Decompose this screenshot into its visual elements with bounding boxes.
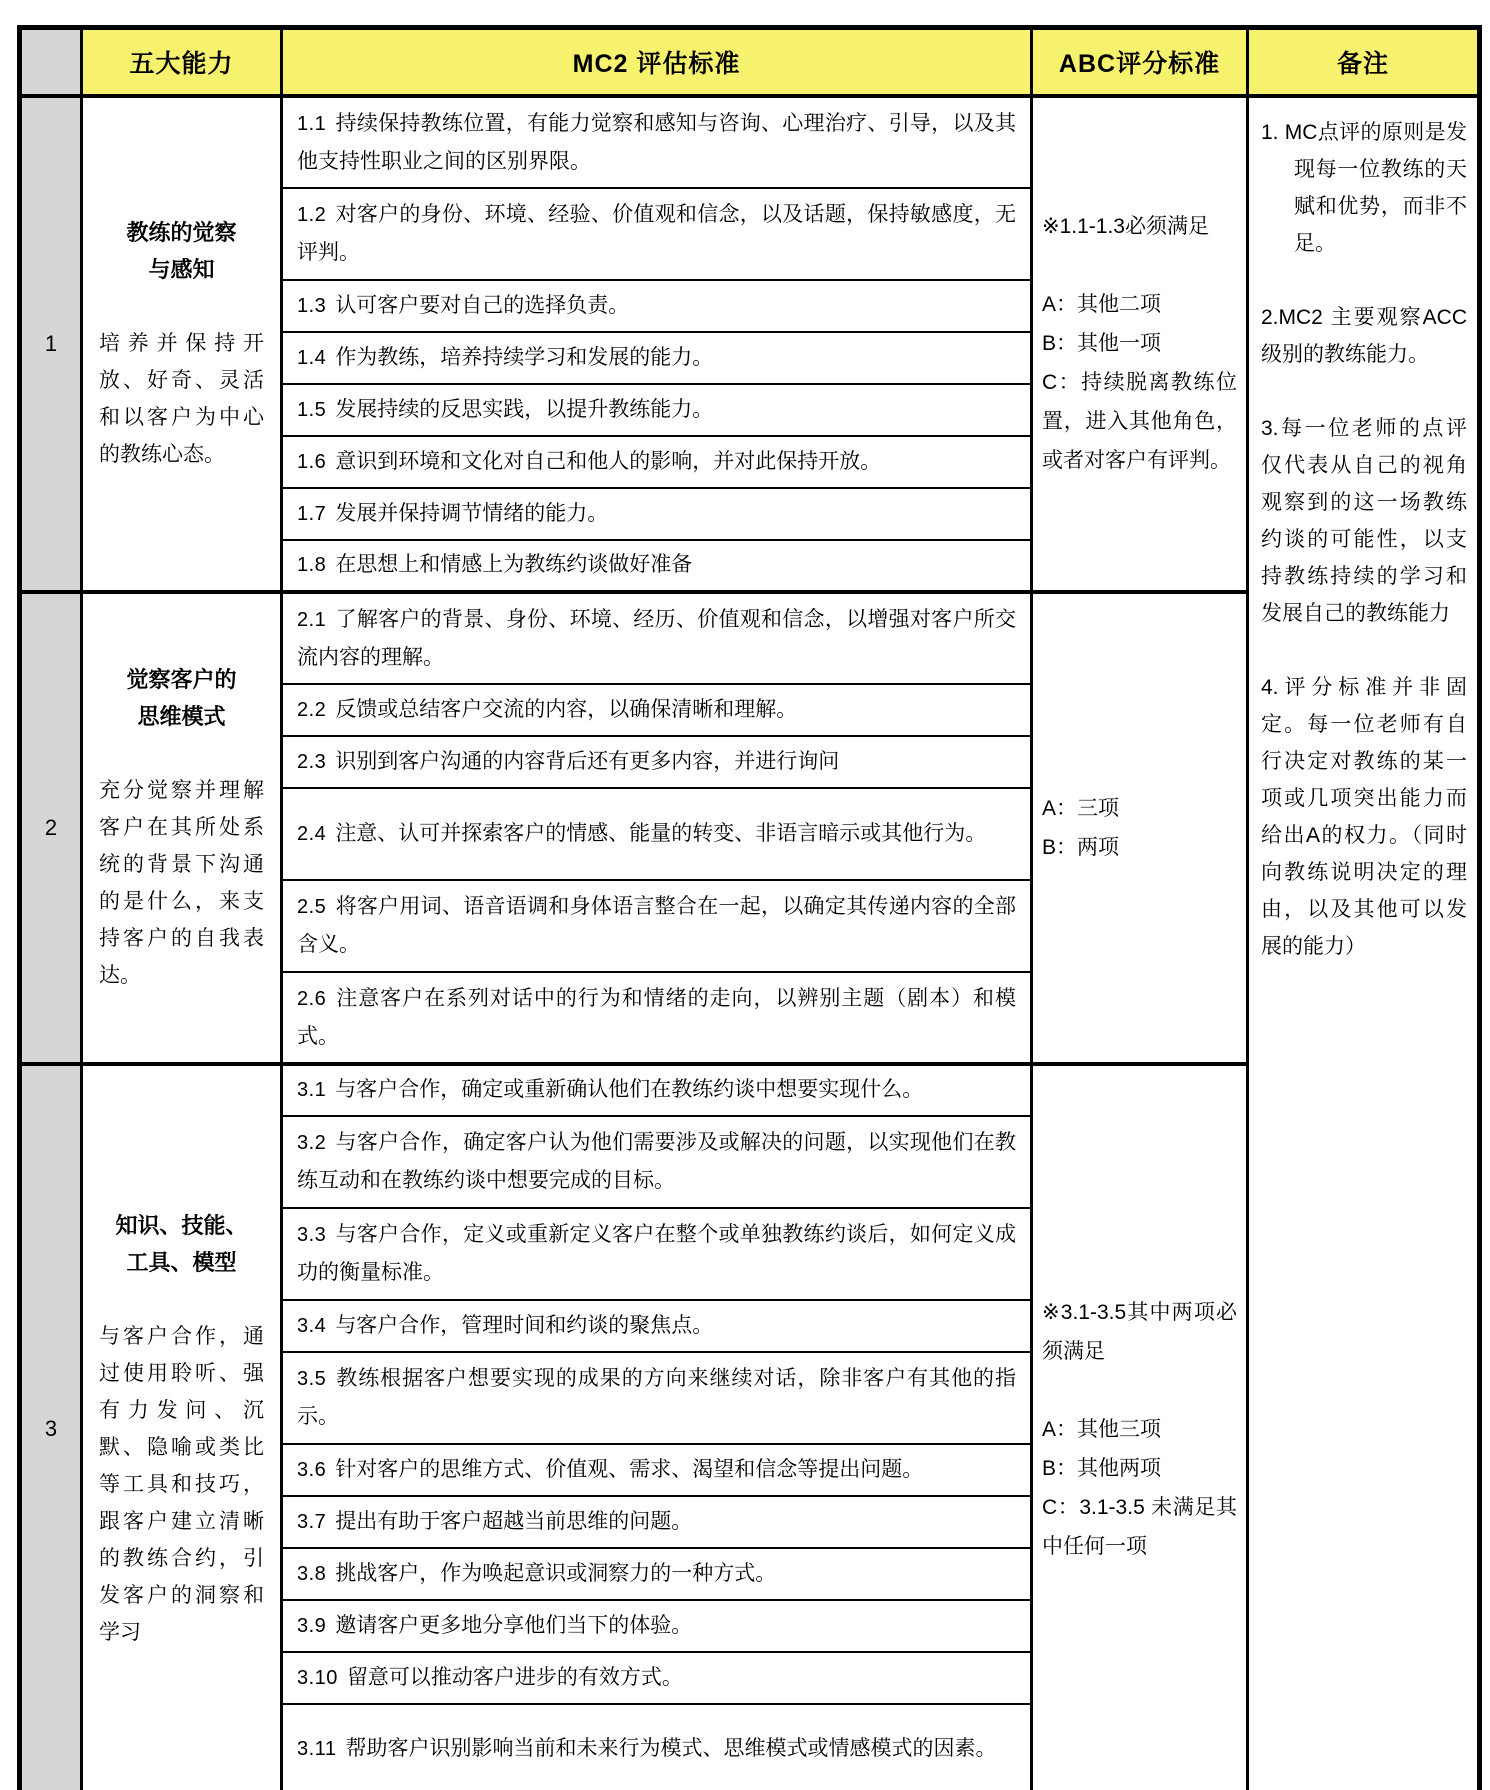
ability-title-line: 思维模式: [137, 704, 226, 729]
section-number-cell: 2: [20, 592, 82, 1064]
ability-title-line: 教练的觉察: [126, 220, 237, 245]
ability-title-line: 工具、模型: [126, 1250, 237, 1276]
criterion-id: 2.4: [297, 822, 327, 845]
criterion-cell: [282, 880, 1032, 972]
criterion-id: 1.8: [297, 554, 327, 576]
scoring-cell: [1032, 96, 1248, 592]
scoring-item: B：两项: [1042, 835, 1120, 859]
criterion-id: 3.8: [297, 1562, 327, 1585]
criterion-cell: [282, 1116, 1032, 1208]
criterion-cell: [282, 972, 1032, 1064]
ability-title-line: 觉察客户的: [126, 667, 237, 692]
ability-cell: [82, 96, 282, 592]
evaluation-table: [17, 25, 1482, 1790]
section-number-cell: 1: [20, 96, 82, 592]
criterion-id: 3.4: [297, 1314, 327, 1337]
scoring-cell: [1032, 592, 1248, 1064]
criterion-cell: [282, 280, 1032, 332]
criterion-text: 帮助客户识别影响当前和未来行为模式、思维模式或情感模式的因素。: [345, 1736, 997, 1760]
criterion-cell: [282, 188, 1032, 280]
criterion-text: 与客户合作，定义或重新定义客户在整个或单独教练约谈后，如何定义成功的衡量标准。: [297, 1223, 1016, 1284]
criterion-cell: [282, 1208, 1032, 1300]
criterion-text: 认可客户要对自己的选择负责。: [335, 293, 630, 317]
scoring-item: A：三项: [1042, 796, 1120, 820]
ability-cell: [82, 592, 282, 1064]
criterion-id: 3.3: [297, 1224, 327, 1246]
criterion-cell: [282, 1064, 1032, 1116]
criterion-text: 教练根据客户想要实现的成果的方向来继续对话，除非客户有其他的指示。: [297, 1367, 1016, 1428]
criterion-id: 1.4: [297, 346, 327, 369]
criterion-cell: [282, 1496, 1032, 1548]
criterion-id: 1.3: [297, 294, 327, 317]
criterion-id: 3.6: [297, 1458, 327, 1481]
note-item: 4.评分标准并非固定。每一位老师有自行决定对教练的某一项或几项突出能力而给出A的权力。（同时向教练说明决定的理由，以及其他可以发展的能力）: [1261, 675, 1467, 958]
criterion-text: 注意客户在系列对话中的行为和情绪的走向，以辨别主题（剧本）和模式。: [297, 986, 1016, 1048]
table-header: [20, 28, 1480, 96]
criterion-cell: [282, 488, 1032, 540]
ability-description: 充分觉察并理解客户在其所处系统的背景下沟通的是什么，来支持客户的自我表达。: [99, 779, 264, 987]
criterion-id: 2.1: [297, 608, 327, 631]
criterion-cell: [282, 1652, 1032, 1704]
criterion-cell: [282, 384, 1032, 436]
criterion-text: 针对客户的思维方式、价值观、需求、渴望和信念等提出问题。: [335, 1457, 924, 1481]
criterion-cell: [282, 540, 1032, 592]
criterion-text: 了解客户的背景、身份、环境、经历、价值观和信念，以增强对客户所交流内容的理解。: [297, 607, 1016, 669]
scoring-item: B：其他一项: [1042, 332, 1162, 355]
criterion-cell: [282, 788, 1032, 880]
scoring-note: ※3.1-3.5其中两项必须满足: [1042, 1300, 1237, 1363]
criterion-cell: [282, 1600, 1032, 1652]
note-item: 3.每一位老师的点评仅代表从自己的视角观察到的这一场教练约谈的可能性，以支持教练持续的学习和发展自己的教练能力: [1261, 416, 1467, 625]
criterion-cell: [282, 1352, 1032, 1444]
criterion-cell: [282, 1704, 1032, 1790]
criterion-text: 持续保持教练位置，有能力觉察和感知与咨询、心理治疗、引导，以及其他支持性职业之间的区别界限。: [297, 111, 1016, 173]
criterion-cell: [282, 1444, 1032, 1496]
criterion-text: 反馈或总结客户交流的内容，以确保清晰和理解。: [335, 697, 798, 721]
header-index-cell: [20, 28, 82, 96]
scoring-item: C：持续脱离教练位置，进入其他角色，或者对客户有评判。: [1042, 371, 1237, 472]
criterion-id: 3.2: [297, 1132, 327, 1154]
criterion-text: 意识到环境和文化对自己和他人的影响，并对此保持开放。: [335, 449, 882, 473]
criterion-id: 2.6: [297, 987, 327, 1010]
criterion-text: 邀请客户更多地分享他们当下的体验。: [335, 1613, 693, 1637]
criterion-cell: [282, 1548, 1032, 1600]
criterion-cell: [282, 1300, 1032, 1352]
criterion-text: 作为教练，培养持续学习和发展的能力。: [335, 345, 714, 369]
criterion-text: 识别到客户沟通的内容背后还有更多内容，并进行询问: [335, 749, 840, 773]
criterion-text: 发展并保持调节情绪的能力。: [335, 501, 609, 525]
note-item: 2.MC2 主要观察ACC级别的教练能力。: [1261, 305, 1467, 366]
ability-title: [99, 661, 264, 735]
scoring-item: B：其他两项: [1042, 1456, 1162, 1480]
header-notes: 备注: [1248, 28, 1480, 96]
criterion-id: 1.1: [297, 112, 327, 135]
criterion-cell: [282, 736, 1032, 788]
criterion-text: 对客户的身份、环境、经验、价值观和信念，以及话题，保持敏感度，无评判。: [297, 203, 1016, 264]
scoring-note: ※1.1-1.3必须满足: [1042, 215, 1209, 238]
scoring-item: C：3.1-3.5 未满足其中任何一项: [1042, 1495, 1237, 1558]
criterion-text: 在思想上和情感上为教练约谈做好准备: [335, 553, 693, 576]
ability-title: [99, 214, 264, 288]
note-item: 1. MC点评的原则是发现每一位教练的天赋和优势，而非不足。: [1261, 120, 1467, 255]
criterion-text: 提出有助于客户超越当前思维的问题。: [335, 1509, 693, 1533]
criterion-row: [20, 96, 1480, 188]
criterion-cell: [282, 436, 1032, 488]
criterion-id: 2.2: [297, 698, 327, 721]
criterion-text: 注意、认可并探索客户的情感、能量的转变、非语言暗示或其他行为。: [335, 821, 987, 845]
criterion-id: 3.5: [297, 1368, 327, 1390]
criterion-id: 2.5: [297, 896, 327, 918]
ability-title-line: 与感知: [148, 257, 215, 282]
criterion-text: 将客户用词、语音语调和身体语言整合在一起，以确定其传递内容的全部含义。: [297, 895, 1016, 956]
criterion-cell: [282, 332, 1032, 384]
criterion-id: 2.3: [297, 750, 327, 773]
criterion-text: 发展持续的反思实践，以提升教练能力。: [335, 397, 714, 421]
criterion-id: 1.5: [297, 398, 327, 421]
notes-cell: [1248, 96, 1480, 1790]
criterion-id: 3.11: [297, 1737, 337, 1760]
criterion-text: 留意可以推动客户进步的有效方式。: [346, 1665, 683, 1689]
criterion-cell: [282, 592, 1032, 684]
criterion-text: 挑战客户，作为唤起意识或洞察力的一种方式。: [335, 1561, 777, 1585]
header-row: [20, 28, 1480, 96]
criterion-id: 3.10: [297, 1666, 338, 1689]
criterion-cell: [282, 684, 1032, 736]
criterion-id: 3.7: [297, 1510, 327, 1533]
scoring-item: A：其他二项: [1042, 293, 1162, 316]
criterion-id: 1.7: [297, 502, 327, 525]
ability-description: 培养并保持开放、好奇、灵活和以客户为中心的教练心态。: [99, 332, 264, 466]
ability-title: [99, 1207, 264, 1281]
criterion-cell: [282, 96, 1032, 188]
criterion-text: 与客户合作，确定或重新确认他们在教练约谈中想要实现什么。: [335, 1078, 924, 1101]
criterion-text: 与客户合作，确定客户认为他们需要涉及或解决的问题，以实现他们在教练互动和在教练约谈中想要完成的目标。: [297, 1131, 1016, 1192]
criterion-text: 与客户合作，管理时间和约谈的聚焦点。: [335, 1313, 714, 1337]
scoring-cell: [1032, 1064, 1248, 1790]
criterion-id: 3.1: [297, 1079, 327, 1101]
scoring-item: A：其他三项: [1042, 1417, 1162, 1441]
header-criteria: MC2 评估标准: [282, 28, 1032, 96]
ability-title-line: 知识、技能、: [115, 1213, 248, 1239]
criterion-id: 1.2: [297, 204, 327, 226]
ability-description: 与客户合作，通过使用聆听、强有力发问、沉默、隐喻或类比等工具和技巧，跟客户建立清晰的教练合约，引发客户的洞察和学习: [99, 1325, 264, 1645]
section-number-cell: 3: [20, 1064, 82, 1790]
criterion-id: 3.9: [297, 1614, 327, 1637]
criterion-id: 1.6: [297, 450, 327, 473]
table-body: [20, 96, 1480, 1790]
ability-cell: [82, 1064, 282, 1790]
header-scoring: ABC评分标准: [1032, 28, 1248, 96]
header-ability: 五大能力: [82, 28, 282, 96]
